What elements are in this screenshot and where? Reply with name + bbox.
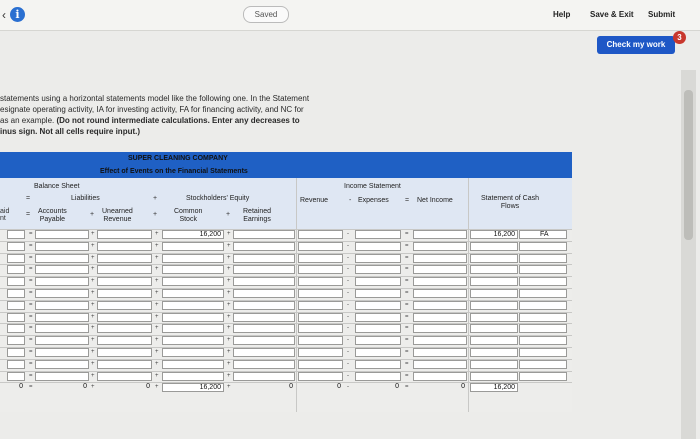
net-income-cell[interactable] xyxy=(413,230,467,239)
operator-sign: + xyxy=(227,325,231,331)
operator-sign: = xyxy=(29,231,33,237)
unearned-revenue-label: Unearned Revenue xyxy=(102,208,133,223)
net-income-cell[interactable] xyxy=(413,277,467,286)
attempts-badge: 3 xyxy=(673,31,686,44)
accounts-payable-cell[interactable] xyxy=(35,254,89,263)
net-income-total: 0 xyxy=(461,383,465,390)
common-stock-cell[interactable] xyxy=(162,360,224,369)
cash-flow-amount-cell[interactable] xyxy=(470,324,518,333)
table-subtitle-bar xyxy=(0,165,572,178)
accounts-payable-cell[interactable] xyxy=(35,372,89,381)
expenses-cell[interactable] xyxy=(355,348,401,357)
income-statement-label: Income Statement xyxy=(344,183,401,190)
accounts-payable-cell[interactable] xyxy=(35,277,89,286)
balance-sheet-label: Balance Sheet xyxy=(34,183,80,190)
retained-earnings-cell[interactable] xyxy=(233,313,295,322)
chevron-left-icon[interactable]: ‹ xyxy=(2,8,6,22)
net-income-cell[interactable] xyxy=(413,242,467,251)
expenses-cell[interactable] xyxy=(355,301,401,310)
table-title-bar xyxy=(0,152,572,165)
accounts-payable-label: Accounts Payable xyxy=(38,208,67,223)
assets-label-fragment: aid nt xyxy=(0,208,10,222)
retained-earnings-cell[interactable] xyxy=(233,336,295,345)
revenue-cell[interactable] xyxy=(298,265,343,274)
operator-sign: - xyxy=(347,373,349,379)
cash-flow-class-cell[interactable] xyxy=(519,254,567,263)
net-income-cell[interactable] xyxy=(413,336,467,345)
check-my-work-button[interactable]: Check my work xyxy=(597,36,675,54)
accounts-payable-cell[interactable] xyxy=(35,360,89,369)
instructions xyxy=(0,93,430,137)
retained-earnings-cell[interactable] xyxy=(233,372,295,381)
common-stock-cell[interactable] xyxy=(162,348,224,357)
operator-sign: + xyxy=(227,373,231,379)
plus-operator: + xyxy=(153,195,158,202)
cash-flow-amount-cell[interactable] xyxy=(470,277,518,286)
operator-sign: = xyxy=(405,255,409,261)
net-income-cell[interactable] xyxy=(413,301,467,310)
revenue-cell[interactable] xyxy=(298,277,343,286)
operator-sign: + xyxy=(155,373,159,379)
unearned-revenue-cell[interactable] xyxy=(97,230,152,239)
net-income-cell[interactable] xyxy=(413,265,467,274)
operator-sign: = xyxy=(405,349,409,355)
operator-sign: + xyxy=(227,290,231,296)
operator-sign: = xyxy=(405,384,409,390)
equals-operator: = xyxy=(26,195,31,202)
operator-sign: + xyxy=(91,278,95,284)
retained-earnings-label: Retained Earnings xyxy=(243,208,272,223)
operator-sign: - xyxy=(347,302,349,308)
operator-sign: = xyxy=(29,290,33,296)
operator-sign: = xyxy=(405,231,409,237)
operator-sign: = xyxy=(405,361,409,367)
net-income-cell[interactable] xyxy=(413,313,467,322)
operator-sign: + xyxy=(155,255,159,261)
cash-flow-amount-cell[interactable] xyxy=(470,265,518,274)
unearned-revenue-cell[interactable] xyxy=(97,301,152,310)
unearned-revenue-cell[interactable] xyxy=(97,360,152,369)
revenue-cell[interactable] xyxy=(298,336,343,345)
operator-sign: = xyxy=(405,278,409,284)
revenue-cell[interactable] xyxy=(298,348,343,357)
cash-flow-class-cell[interactable] xyxy=(519,372,567,381)
cash-flow-amount-cell[interactable] xyxy=(470,242,518,251)
instructions-line: statements using a horizontal statements model like the following one. In the Statement xyxy=(0,94,310,103)
accounts-payable-cell[interactable] xyxy=(35,265,89,274)
retained-earnings-total: 0 xyxy=(289,383,293,390)
operator-sign: - xyxy=(347,290,349,296)
assets-cell[interactable] xyxy=(7,360,25,369)
scrollbar-thumb[interactable] xyxy=(684,90,693,240)
revenue-cell[interactable] xyxy=(298,324,343,333)
operator-sign: + xyxy=(155,384,159,390)
common-stock-label: Common Stock xyxy=(174,208,203,223)
revenue-label: Revenue xyxy=(300,197,329,204)
operator-sign: + xyxy=(91,373,95,379)
operator-sign: + xyxy=(91,290,95,296)
operator-sign: = xyxy=(29,349,33,355)
operator-sign: + xyxy=(155,266,159,272)
operator-sign: = xyxy=(29,373,33,379)
accounts-payable-cell[interactable] xyxy=(35,348,89,357)
operator-sign: + xyxy=(227,231,231,237)
accounts-payable-cell[interactable] xyxy=(35,313,89,322)
operator-sign: = xyxy=(29,243,33,249)
operator-sign: + xyxy=(155,278,159,284)
operator-sign: + xyxy=(91,255,95,261)
net-income-cell[interactable] xyxy=(413,348,467,357)
operator-sign: - xyxy=(347,278,349,284)
assets-cell[interactable] xyxy=(7,265,25,274)
operator-sign: + xyxy=(91,337,95,343)
assets-cell[interactable] xyxy=(7,254,25,263)
assets-cell[interactable] xyxy=(7,289,25,298)
retained-earnings-cell[interactable] xyxy=(233,277,295,286)
net-income-label: Net Income xyxy=(417,197,453,204)
expenses-label: Expenses xyxy=(358,197,389,204)
revenue-cell[interactable] xyxy=(298,372,343,381)
net-income-cell[interactable] xyxy=(413,289,467,298)
assets-cell[interactable] xyxy=(7,277,25,286)
plus-operator: + xyxy=(226,211,231,218)
equals-operator: = xyxy=(26,211,31,218)
cash-flow-amount-cell[interactable] xyxy=(470,289,518,298)
common-stock-cell[interactable] xyxy=(162,242,224,251)
operator-sign: + xyxy=(91,325,95,331)
retained-earnings-cell[interactable] xyxy=(233,360,295,369)
operator-sign: - xyxy=(347,255,349,261)
cash-flow-class-cell[interactable] xyxy=(519,289,567,298)
operator-sign: = xyxy=(29,302,33,308)
expenses-cell[interactable] xyxy=(355,289,401,298)
common-stock-cell[interactable] xyxy=(162,372,224,381)
operator-sign: - xyxy=(347,337,349,343)
plus-operator: + xyxy=(90,211,95,218)
retained-earnings-cell[interactable] xyxy=(233,324,295,333)
operator-sign: = xyxy=(29,278,33,284)
common-stock-total: 16,200 xyxy=(162,383,224,392)
operator-sign: = xyxy=(405,302,409,308)
accounts-payable-cell[interactable] xyxy=(35,336,89,345)
operator-sign: + xyxy=(91,361,95,367)
unearned-revenue-cell[interactable] xyxy=(97,372,152,381)
revenue-cell[interactable] xyxy=(298,230,343,239)
operator-sign: + xyxy=(155,290,159,296)
expenses-cell[interactable] xyxy=(355,230,401,239)
unearned-revenue-cell[interactable] xyxy=(97,313,152,322)
assets-cell[interactable] xyxy=(7,313,25,322)
operator-sign: + xyxy=(91,266,95,272)
assets-cell[interactable] xyxy=(7,372,25,381)
revenue-cell[interactable] xyxy=(298,289,343,298)
retained-earnings-cell[interactable] xyxy=(233,242,295,251)
retained-earnings-cell[interactable] xyxy=(233,289,295,298)
revenue-cell[interactable] xyxy=(298,301,343,310)
operator-sign: + xyxy=(155,361,159,367)
instructions-line: esignate operating activity, IA for investing activity, FA for financing activity, and NC for xyxy=(0,105,304,114)
operator-sign: = xyxy=(405,373,409,379)
expenses-total: 0 xyxy=(395,383,399,390)
cash-flow-class-cell[interactable] xyxy=(519,348,567,357)
expenses-cell[interactable] xyxy=(355,313,401,322)
cash-flow-amount-cell[interactable] xyxy=(470,372,518,381)
operator-sign: = xyxy=(405,290,409,296)
operator-sign: + xyxy=(155,337,159,343)
revenue-cell[interactable] xyxy=(298,254,343,263)
operator-sign: = xyxy=(29,384,33,390)
common-stock-cell[interactable] xyxy=(162,301,224,310)
retained-earnings-cell[interactable] xyxy=(233,230,295,239)
operator-sign: + xyxy=(227,278,231,284)
accounts-payable-cell[interactable] xyxy=(35,230,89,239)
operator-sign: - xyxy=(347,231,349,237)
operator-sign: = xyxy=(29,325,33,331)
operator-sign: = xyxy=(29,255,33,261)
cash-flow-amount-cell[interactable] xyxy=(470,301,518,310)
operator-sign: - xyxy=(347,266,349,272)
cash-flow-class-cell[interactable] xyxy=(519,301,567,310)
operator-sign: - xyxy=(347,361,349,367)
expenses-cell[interactable] xyxy=(355,265,401,274)
assets-total: 0 xyxy=(19,383,23,390)
net-income-cell[interactable] xyxy=(413,254,467,263)
expenses-cell[interactable] xyxy=(355,254,401,263)
cash-flow-class-cell[interactable] xyxy=(519,265,567,274)
unearned-revenue-cell[interactable] xyxy=(97,265,152,274)
saved-indicator: Saved xyxy=(243,6,289,23)
cash-flow-amount-cell[interactable] xyxy=(470,348,518,357)
common-stock-cell[interactable] xyxy=(162,336,224,345)
company-name: SUPER CLEANING COMPANY xyxy=(128,155,228,162)
cash-flow-class-cell[interactable] xyxy=(519,277,567,286)
cash-flow-class-cell xyxy=(519,383,567,392)
unearned-revenue-cell[interactable] xyxy=(97,348,152,357)
liabilities-label: Liabilities xyxy=(71,195,100,202)
assets-cell[interactable] xyxy=(7,336,25,345)
operator-sign: + xyxy=(91,384,95,390)
cash-flow-amount-cell[interactable] xyxy=(470,313,518,322)
accounts-payable-total: 0 xyxy=(83,383,87,390)
cash-flow-class-cell[interactable] xyxy=(519,360,567,369)
column-divider xyxy=(468,178,469,412)
table-subtitle: Effect of Events on the Financial Statements xyxy=(100,168,248,175)
save-exit-link[interactable]: Save & Exit xyxy=(590,10,634,19)
unearned-revenue-total: 0 xyxy=(146,383,150,390)
common-stock-cell[interactable] xyxy=(162,277,224,286)
operator-sign: - xyxy=(347,243,349,249)
retained-earnings-cell[interactable] xyxy=(233,254,295,263)
accounts-payable-cell[interactable] xyxy=(35,289,89,298)
accounts-payable-cell[interactable] xyxy=(35,242,89,251)
instructions-line: inus sign. Not all cells require input.) xyxy=(0,127,141,136)
expenses-cell[interactable] xyxy=(355,277,401,286)
net-income-cell[interactable] xyxy=(413,360,467,369)
operator-sign: + xyxy=(227,255,231,261)
unearned-revenue-cell[interactable] xyxy=(97,254,152,263)
common-stock-cell[interactable] xyxy=(162,265,224,274)
operator-sign: - xyxy=(347,325,349,331)
operator-sign: + xyxy=(227,361,231,367)
operator-sign: + xyxy=(227,314,231,320)
operator-sign: = xyxy=(405,243,409,249)
unearned-revenue-cell[interactable] xyxy=(97,336,152,345)
operator-sign: + xyxy=(227,243,231,249)
operator-sign: = xyxy=(29,314,33,320)
assets-cell[interactable] xyxy=(7,242,25,251)
retained-earnings-cell[interactable] xyxy=(233,348,295,357)
help-link[interactable]: Help xyxy=(553,10,571,19)
minus-operator: - xyxy=(349,197,352,204)
operator-sign: + xyxy=(155,349,159,355)
operator-sign: = xyxy=(405,325,409,331)
revenue-total: 0 xyxy=(337,383,341,390)
common-stock-cell[interactable] xyxy=(162,289,224,298)
top-bar xyxy=(0,0,700,31)
operator-sign: = xyxy=(29,266,33,272)
instructions-line: as an example. (Do not round intermediate calculations. Enter any decreases to xyxy=(0,116,300,125)
common-stock-cell[interactable] xyxy=(162,324,224,333)
cash-flow-class-cell[interactable] xyxy=(519,336,567,345)
cash-flow-class-cell[interactable]: FA xyxy=(519,230,567,239)
assets-cell[interactable] xyxy=(7,301,25,310)
accounts-payable-cell[interactable] xyxy=(35,324,89,333)
operator-sign: = xyxy=(405,314,409,320)
expenses-cell[interactable] xyxy=(355,372,401,381)
operator-sign: + xyxy=(227,266,231,272)
operator-sign: + xyxy=(155,231,159,237)
common-stock-cell[interactable]: 16,200 xyxy=(162,230,224,239)
operator-sign: = xyxy=(29,337,33,343)
operator-sign: + xyxy=(91,231,95,237)
common-stock-cell[interactable] xyxy=(162,254,224,263)
cash-flow-amount-total: 16,200 xyxy=(470,383,518,392)
operator-sign: + xyxy=(155,302,159,308)
stockholders-equity-label: Stockholders' Equity xyxy=(186,195,250,202)
assets-cell[interactable] xyxy=(7,324,25,333)
cash-flow-amount-cell[interactable]: 16,200 xyxy=(470,230,518,239)
operator-sign: + xyxy=(91,302,95,308)
retained-earnings-cell[interactable] xyxy=(233,265,295,274)
operator-sign: + xyxy=(91,314,95,320)
plus-operator: + xyxy=(153,211,158,218)
operator-sign: + xyxy=(91,349,95,355)
equals-operator: = xyxy=(405,197,410,204)
operator-sign: = xyxy=(405,266,409,272)
operator-sign: + xyxy=(91,243,95,249)
cash-flow-amount-cell[interactable] xyxy=(470,336,518,345)
unearned-revenue-cell[interactable] xyxy=(97,324,152,333)
revenue-cell[interactable] xyxy=(298,313,343,322)
info-icon[interactable]: i xyxy=(10,7,25,22)
accounts-payable-cell[interactable] xyxy=(35,301,89,310)
revenue-cell[interactable] xyxy=(298,360,343,369)
operator-sign: + xyxy=(227,337,231,343)
cash-flows-label: Statement of Cash Flows xyxy=(481,195,539,210)
operator-sign: - xyxy=(347,314,349,320)
operator-sign: = xyxy=(29,361,33,367)
assets-cell[interactable] xyxy=(7,230,25,239)
expenses-cell[interactable] xyxy=(355,324,401,333)
retained-earnings-cell[interactable] xyxy=(233,301,295,310)
common-stock-cell[interactable] xyxy=(162,313,224,322)
expenses-cell[interactable] xyxy=(355,336,401,345)
revenue-cell[interactable] xyxy=(298,242,343,251)
unearned-revenue-cell[interactable] xyxy=(97,242,152,251)
expenses-cell[interactable] xyxy=(355,360,401,369)
cash-flow-amount-cell[interactable] xyxy=(470,254,518,263)
operator-sign: + xyxy=(227,349,231,355)
operator-sign: + xyxy=(227,384,231,390)
cash-flow-class-cell[interactable] xyxy=(519,313,567,322)
unearned-revenue-cell[interactable] xyxy=(97,289,152,298)
cash-flow-class-cell[interactable] xyxy=(519,324,567,333)
column-divider xyxy=(296,178,297,412)
expenses-cell[interactable] xyxy=(355,242,401,251)
net-income-cell[interactable] xyxy=(413,324,467,333)
operator-sign: + xyxy=(155,243,159,249)
operator-sign: - xyxy=(347,349,349,355)
net-income-cell[interactable] xyxy=(413,372,467,381)
operator-sign: = xyxy=(405,337,409,343)
submit-link[interactable]: Submit xyxy=(648,10,676,19)
unearned-revenue-cell[interactable] xyxy=(97,277,152,286)
operator-sign: + xyxy=(155,325,159,331)
cash-flow-amount-cell[interactable] xyxy=(470,360,518,369)
operator-sign: - xyxy=(347,384,349,390)
operator-sign: + xyxy=(227,302,231,308)
operator-sign: + xyxy=(155,314,159,320)
assets-cell[interactable] xyxy=(7,348,25,357)
cash-flow-class-cell[interactable] xyxy=(519,242,567,251)
